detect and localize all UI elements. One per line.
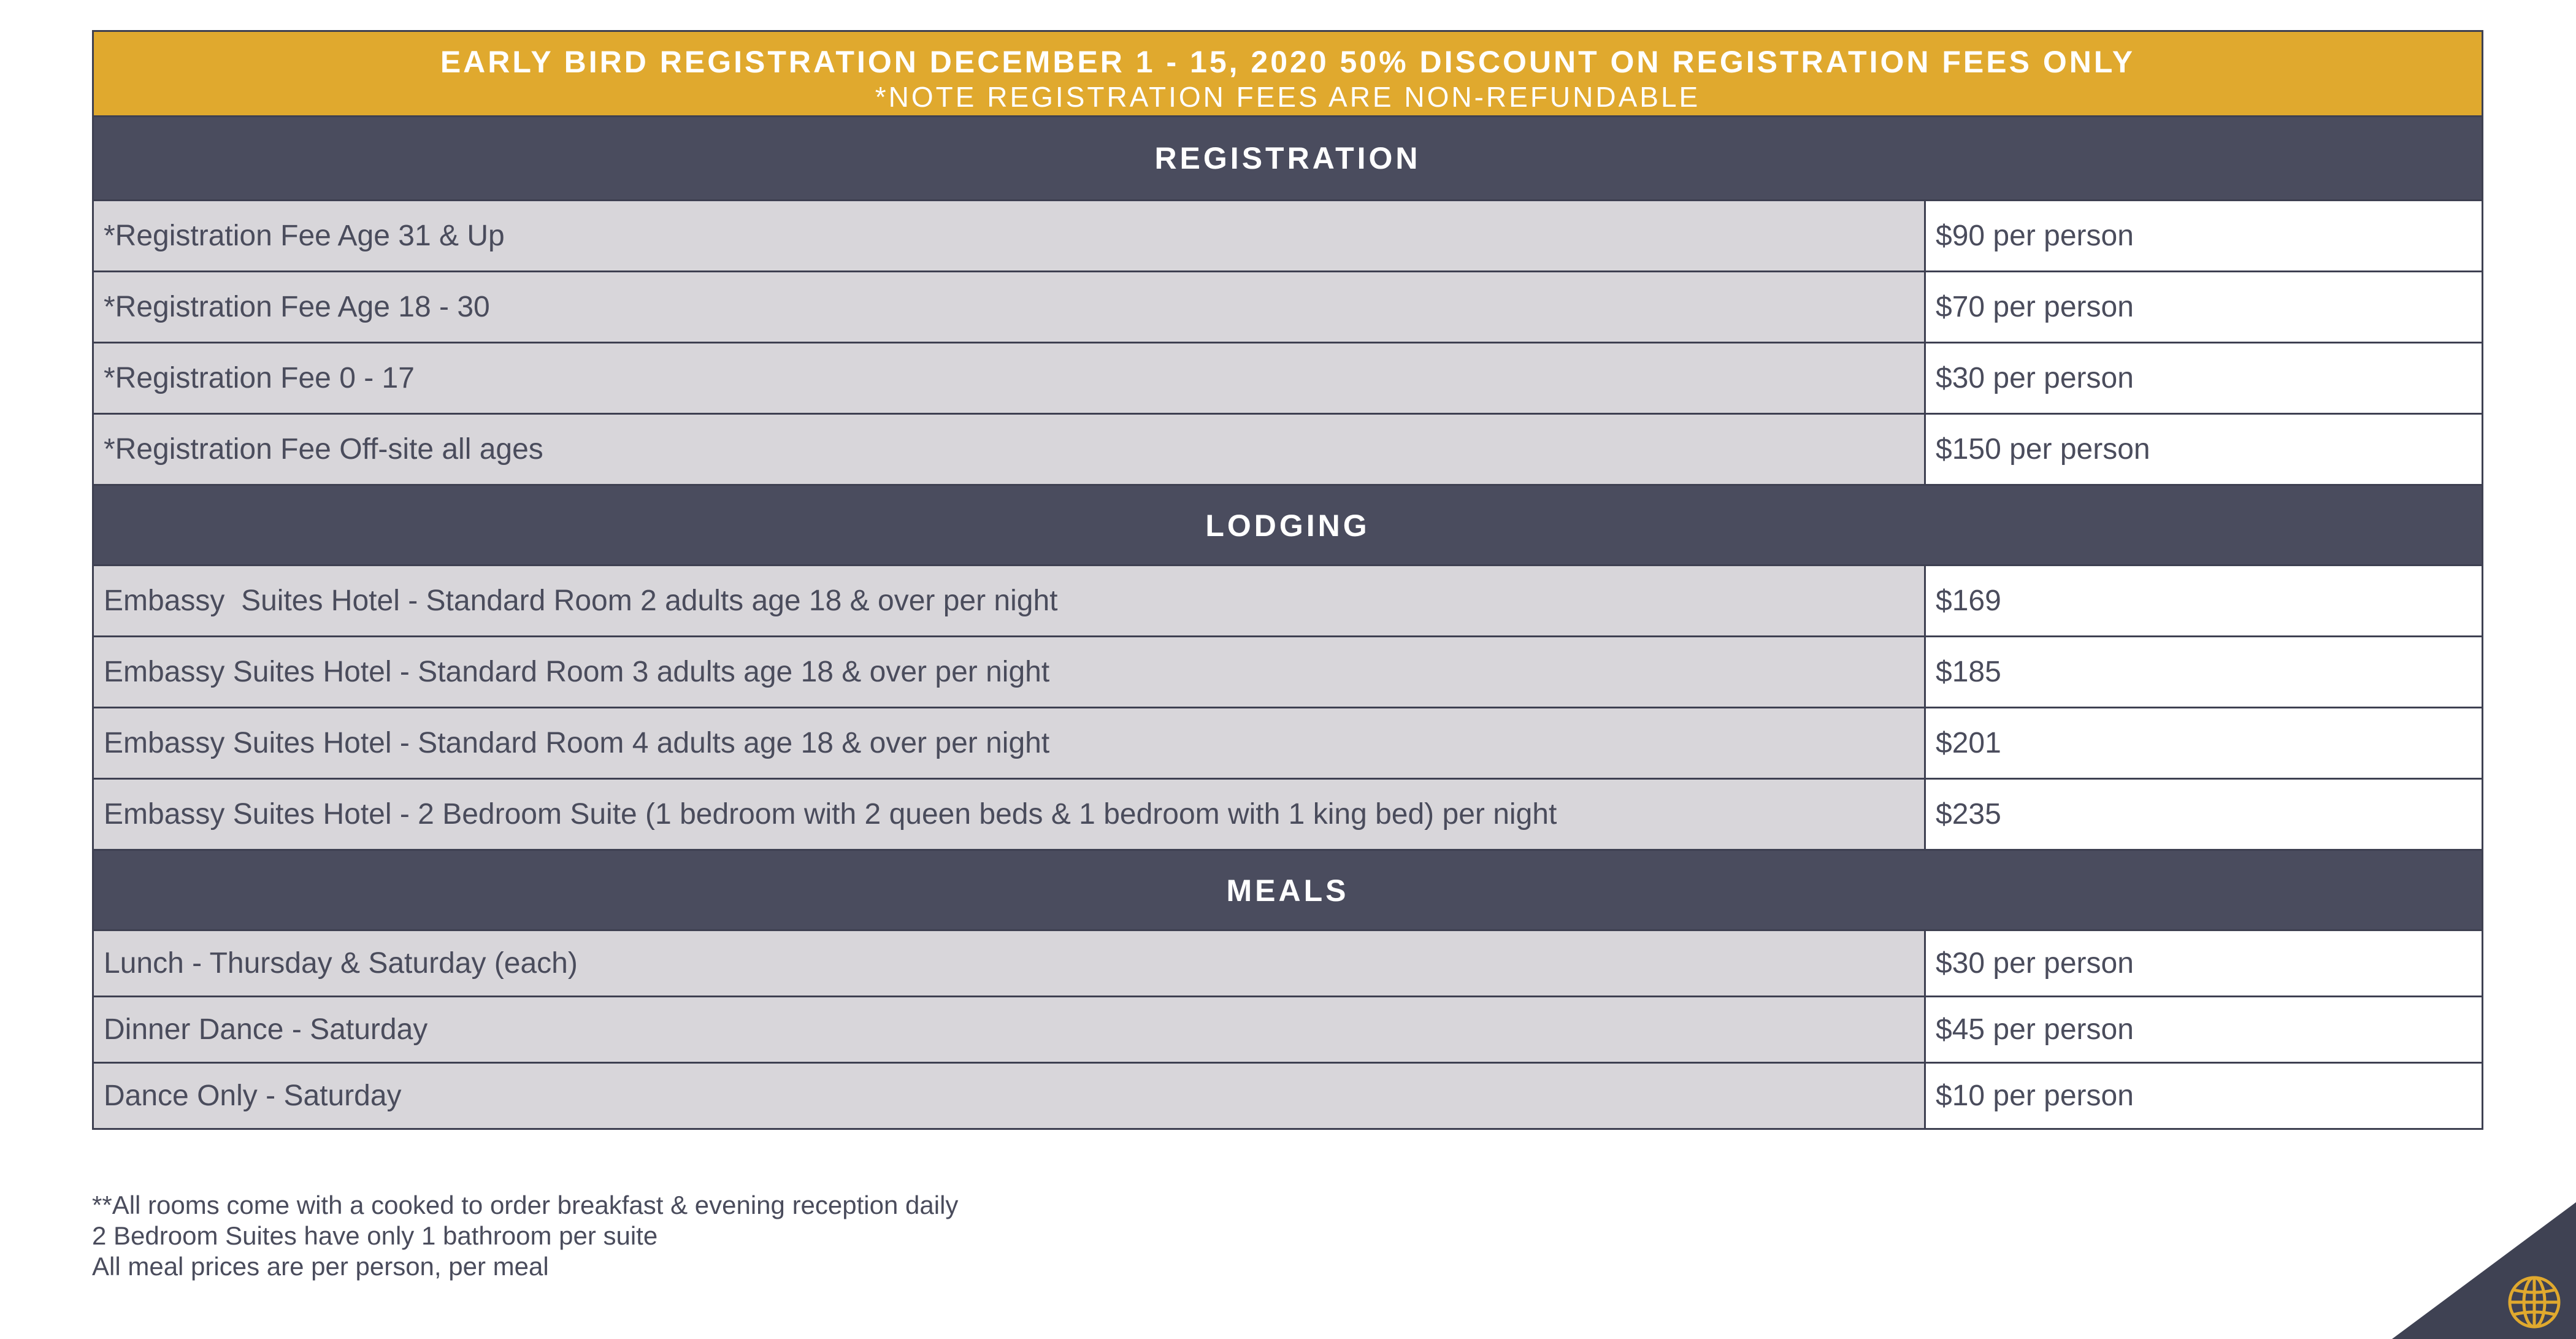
corner-badge (2392, 1202, 2576, 1339)
footnote-meal-prices: All meal prices are per person, per meal (92, 1252, 549, 1281)
row-price: $169 (1926, 566, 2482, 635)
table-row (94, 199, 2482, 270)
row-label: Embassy Suites Hotel - 2 Bedroom Suite (1 bedroom with 2 queen beds & 1 bedroom with 1 king bed) per night (94, 780, 1926, 849)
row-price: $150 per person (1926, 415, 2482, 484)
row-label: Embassy Suites Hotel - Standard Room 4 adults age 18 & over per night (94, 708, 1926, 778)
row-price: $30 per person (1926, 343, 2482, 413)
row-label: Embassy Suites Hotel - Standard Room 3 adults age 18 & over per night (94, 637, 1926, 707)
table-row (94, 635, 2482, 707)
row-label: *Registration Fee 0 - 17 (94, 343, 1926, 413)
row-label: *Registration Fee Age 18 - 30 (94, 272, 1926, 342)
refund-note: *NOTE REGISTRATION FEES ARE NON-REFUNDABLE (875, 81, 1701, 113)
row-price: $90 per person (1926, 201, 2482, 270)
row-label: *Registration Fee Off-site all ages (94, 415, 1926, 484)
row-price: $235 (1926, 780, 2482, 849)
footnote-breakfast: **All rooms come with a cooked to order breakfast & evening reception daily (92, 1191, 959, 1219)
globe-icon (2510, 1278, 2559, 1327)
lodging-header: LODGING (94, 484, 2482, 564)
table-row (94, 342, 2482, 413)
table-row (94, 778, 2482, 849)
early-bird-title: EARLY BIRD REGISTRATION DECEMBER 1 - 15, 2020 50% DISCOUNT ON REGISTRATION FEES ONLY (440, 45, 2136, 79)
table-row (94, 270, 2482, 342)
footnotes (92, 1190, 958, 1282)
table-row (94, 996, 2482, 1062)
row-label: *Registration Fee Age 31 & Up (94, 201, 1926, 270)
row-label: Lunch - Thursday & Saturday (each) (94, 931, 1926, 996)
footnote-bathroom: 2 Bedroom Suites have only 1 bathroom per suite (92, 1221, 658, 1250)
row-price: $185 (1926, 637, 2482, 707)
table-row (94, 707, 2482, 778)
table-row (94, 564, 2482, 635)
row-price: $10 per person (1926, 1064, 2482, 1128)
pricing-table (92, 30, 2483, 1130)
table-row (94, 413, 2482, 484)
row-price: $201 (1926, 708, 2482, 778)
row-price: $30 per person (1926, 931, 2482, 996)
table-row (94, 929, 2482, 996)
row-label: Embassy Suites Hotel - Standard Room 2 adults age 18 & over per night (94, 566, 1926, 635)
row-label: Dinner Dance - Saturday (94, 997, 1926, 1062)
row-price: $70 per person (1926, 272, 2482, 342)
early-bird-banner (94, 32, 2482, 117)
meals-header: MEALS (94, 849, 2482, 929)
row-price: $45 per person (1926, 997, 2482, 1062)
row-label: Dance Only - Saturday (94, 1064, 1926, 1128)
table-row (94, 1062, 2482, 1128)
registration-header: REGISTRATION (94, 117, 2482, 199)
